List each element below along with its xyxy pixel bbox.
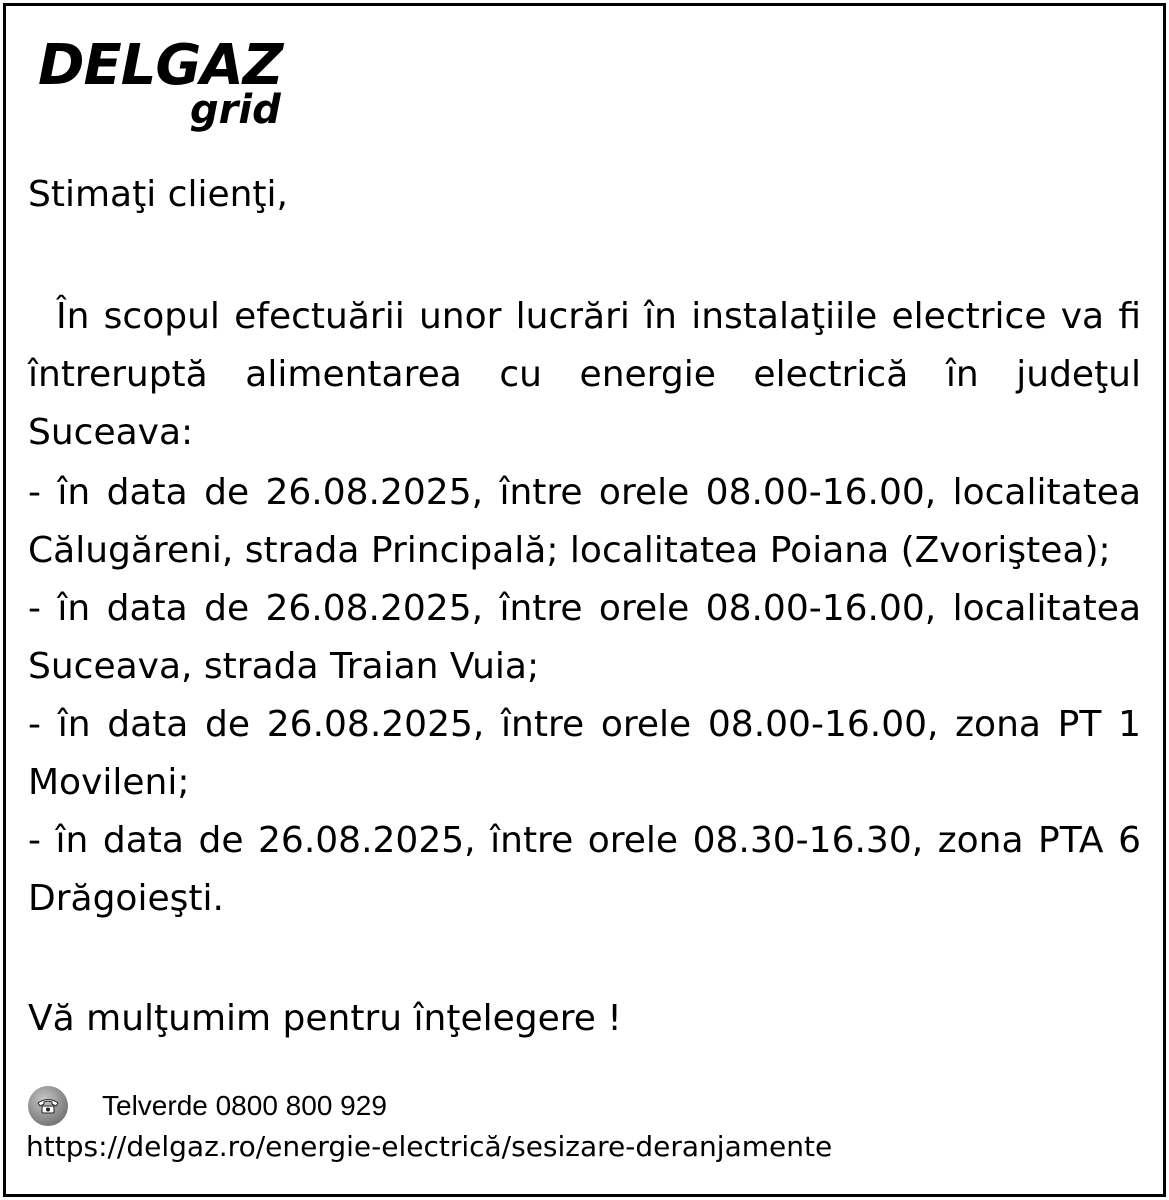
outage-item: - în data de 26.08.2025, între orele 08.30-16.30, zona PTA 6 Drăgoieşti.: [28, 820, 1141, 919]
outage-item: - în data de 26.08.2025, între orele 08.00-16.00, localitatea Suceava, strada Traian Vuia;: [28, 588, 1141, 687]
outage-item: - în data de 26.08.2025, între orele 08.00-16.00, localitatea Călugăreni, strada Principală; localitatea Poiana (Zvoriştea);: [28, 472, 1141, 571]
report-url[interactable]: https://delgaz.ro/energie-electrică/sesizare-deranjamente: [26, 1130, 833, 1163]
thanks-message: Vă mulţumim pentru înţelegere !: [28, 998, 622, 1039]
outage-list: [28, 464, 1141, 928]
intro-paragraph: În scopul efectuării unor lucrări în instalaţiile electrice va fi întreruptă alimentarea cu energie electrică în judeţul Suceava:: [28, 296, 1141, 453]
phone-icon: [28, 1086, 68, 1126]
notice-frame: [3, 3, 1166, 1197]
outage-item: - în data de 26.08.2025, între orele 08.00-16.00, zona PT 1 Movileni;: [28, 704, 1141, 803]
logo-wordmark: DELGAZ: [38, 33, 283, 98]
logo-subtitle: grid: [190, 87, 281, 133]
greeting: Stimaţi clienţi,: [28, 174, 288, 215]
delgaz-grid-logo: [38, 33, 298, 136]
phone-number: Telverde 0800 800 929: [102, 1090, 387, 1121]
phone-icon-glyph: [36, 1097, 60, 1115]
phone-contact: [28, 1084, 387, 1128]
